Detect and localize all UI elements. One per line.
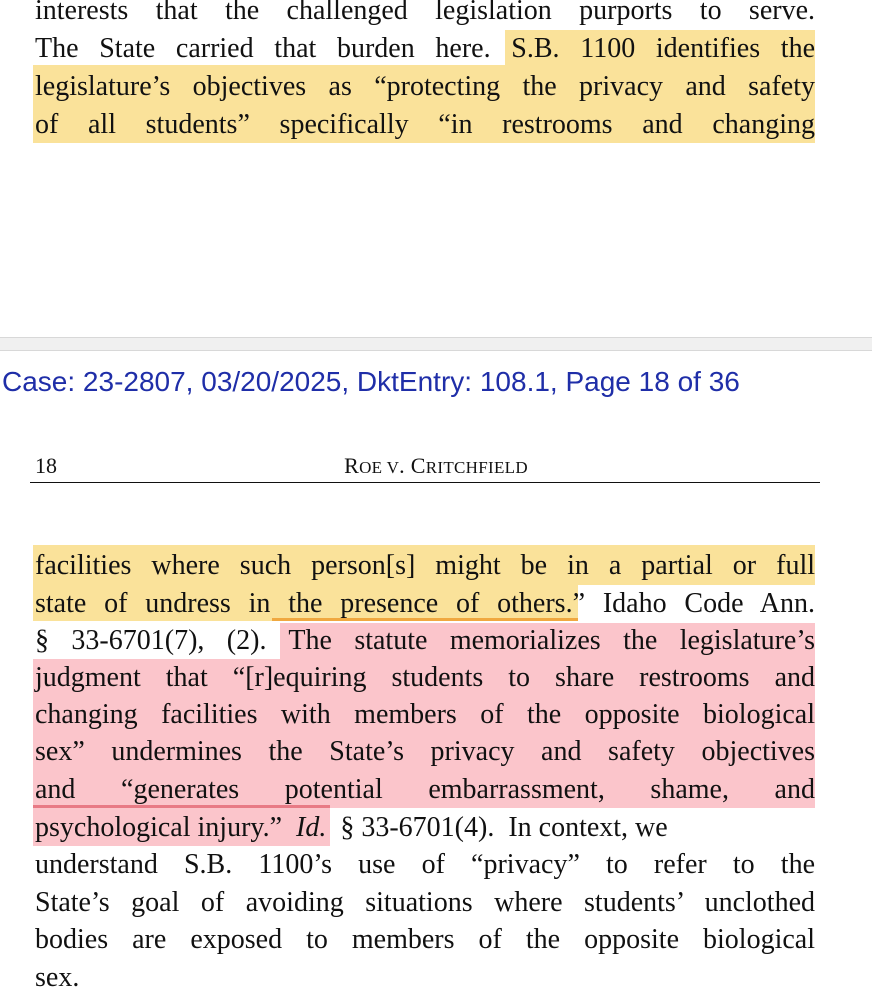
text-line: State’s goal of avoiding situations where students’ unclothed xyxy=(35,887,815,918)
text-line: changing facilities with members of the opposite biological xyxy=(35,699,815,730)
header-rule xyxy=(30,482,820,483)
case-stamp: Case: 23-2807, 03/20/2025, DktEntry: 108.1, Page 18 of 36 xyxy=(2,366,740,397)
text-line: and “generates potential embarrassment, shame, and xyxy=(35,774,815,805)
text-line: sex” undermines the State’s privacy and safety objectives xyxy=(35,736,815,767)
text-line: legislature’s objectives as “protecting the privacy and safety xyxy=(35,71,815,102)
text-line: judgment that “[r]equiring students to share restrooms and xyxy=(35,662,815,693)
citation-id: Id. xyxy=(296,812,327,843)
text-line: understand S.B. 1100’s use of “privacy” to refer to the xyxy=(35,849,815,880)
text-line: of all students” specifically “in restrooms and changing xyxy=(35,109,815,140)
text-line: psychological injury.” Id. § 33-6701(4). In context, we xyxy=(35,812,668,843)
text-line: facilities where such person[s] might be in a partial or full xyxy=(35,550,815,581)
running-title: ROE V. CRITCHFIELD xyxy=(344,453,528,478)
text-line: sex. xyxy=(35,962,80,993)
text-line: interests that the challenged legislation purports to serve. xyxy=(35,0,815,26)
page-number: 18 xyxy=(35,453,57,478)
text-line: bodies are exposed to members of the opposite biological xyxy=(35,924,815,955)
text-line: state of undress in the presence of others.” Idaho Code Ann. xyxy=(35,588,815,619)
text-line: § 33-6701(7), (2). The statute memorializes the legislature’s xyxy=(35,625,815,656)
text-line: The State carried that burden here. S.B. 1100 identifies the xyxy=(35,33,815,64)
page-separator xyxy=(0,337,872,351)
